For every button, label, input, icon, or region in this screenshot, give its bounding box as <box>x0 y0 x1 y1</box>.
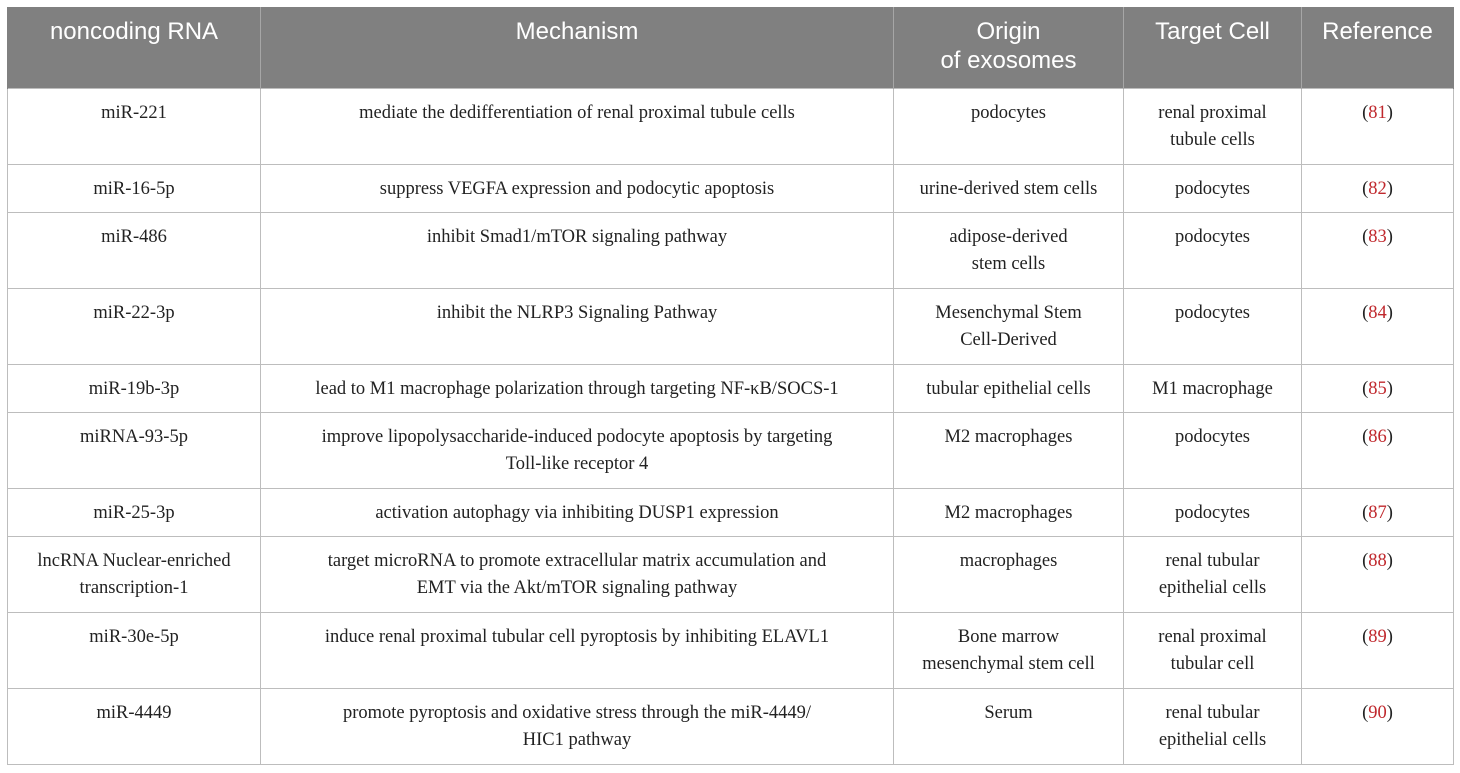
cell-mechanism <box>261 212 894 288</box>
cell-target-cell-line: podocytes <box>1174 302 1250 323</box>
cell-target-cell-line: epithelial cells <box>1158 730 1267 750</box>
header-origin-line1: Origin <box>976 18 1041 45</box>
header-mechanism: Mechanism <box>261 7 894 88</box>
table-row <box>8 88 1454 164</box>
cell-noncoding-rna-line: miR-22-3p <box>93 302 175 323</box>
cell-reference: (83) <box>1302 212 1454 288</box>
cell-mechanism-line: inhibit Smad1/mTOR signaling pathway <box>426 226 728 247</box>
cell-noncoding-rna-line: lncRNA Nuclear-enriched <box>37 550 231 571</box>
header-origin-of-exosomes <box>894 7 1124 88</box>
cell-mechanism-line: target microRNA to promote extracellular matrix accumulation and <box>327 550 827 571</box>
cell-target-cell-line: tubular cell <box>1170 654 1255 674</box>
cell-mechanism-line: suppress VEGFA expression and podocytic apoptosis <box>379 178 775 199</box>
cell-target-cell-line: epithelial cells <box>1158 578 1267 598</box>
table-row <box>8 536 1454 612</box>
cell-target-cell <box>1124 488 1302 536</box>
cell-origin <box>894 164 1124 212</box>
cell-target-cell-line: podocytes <box>1174 178 1250 199</box>
cell-noncoding-rna-line: miR-16-5p <box>93 178 175 199</box>
reference-link[interactable]: 86 <box>1368 426 1387 447</box>
table-row <box>8 612 1454 688</box>
cell-noncoding-rna-line: miR-30e-5p <box>89 626 179 647</box>
cell-target-cell <box>1124 536 1302 612</box>
cell-noncoding-rna <box>8 412 261 488</box>
cell-noncoding-rna-line: miR-19b-3p <box>88 378 180 399</box>
cell-mechanism-line: induce renal proximal tubular cell pyroptosis by inhibiting ELAVL1 <box>324 626 830 647</box>
cell-origin <box>894 488 1124 536</box>
cell-target-cell <box>1124 288 1302 364</box>
cell-target-cell-line: renal tubular <box>1165 550 1260 571</box>
cell-origin-line: M2 macrophages <box>944 426 1073 447</box>
cell-noncoding-rna <box>8 364 261 412</box>
reference-link[interactable]: 89 <box>1368 626 1387 647</box>
reference-link[interactable]: 83 <box>1368 226 1387 247</box>
cell-target-cell-line: podocytes <box>1174 226 1250 247</box>
cell-origin <box>894 364 1124 412</box>
cell-noncoding-rna-line: miR-4449 <box>96 702 172 723</box>
reference-link[interactable]: 82 <box>1368 178 1387 199</box>
cell-noncoding-rna-line: miR-486 <box>101 226 167 247</box>
cell-mechanism <box>261 364 894 412</box>
cell-origin <box>894 536 1124 612</box>
header-row <box>8 7 1454 88</box>
cell-target-cell <box>1124 364 1302 412</box>
cell-target-cell-line: tubule cells <box>1170 130 1255 150</box>
cell-mechanism <box>261 536 894 612</box>
table-row <box>8 412 1454 488</box>
header-reference: Reference <box>1302 7 1454 88</box>
table-row <box>8 688 1454 764</box>
cell-reference: (84) <box>1302 288 1454 364</box>
table-row <box>8 164 1454 212</box>
cell-origin-line: adipose-derived <box>949 226 1068 247</box>
header-noncoding-rna: noncoding RNA <box>8 7 261 88</box>
cell-reference: (87) <box>1302 488 1454 536</box>
cell-reference: (86) <box>1302 412 1454 488</box>
cell-reference: (81) <box>1302 88 1454 164</box>
cell-mechanism <box>261 164 894 212</box>
cell-target-cell-line: podocytes <box>1174 426 1250 447</box>
reference-link[interactable]: 81 <box>1368 102 1387 123</box>
cell-origin-line: mesenchymal stem cell <box>922 654 1095 674</box>
cell-noncoding-rna <box>8 536 261 612</box>
cell-reference: (89) <box>1302 612 1454 688</box>
cell-mechanism-line: improve lipopolysaccharide-induced podocyte apoptosis by targeting <box>321 426 833 447</box>
cell-mechanism <box>261 688 894 764</box>
cell-origin-line: M2 macrophages <box>944 502 1073 523</box>
cell-origin-line: macrophages <box>959 550 1058 571</box>
ncrna-exosome-table <box>7 7 1454 765</box>
table-body <box>8 88 1454 764</box>
cell-target-cell <box>1124 88 1302 164</box>
cell-target-cell <box>1124 212 1302 288</box>
cell-origin-line: tubular epithelial cells <box>926 378 1091 399</box>
cell-origin-line: Serum <box>984 702 1033 723</box>
cell-reference: (85) <box>1302 364 1454 412</box>
reference-link[interactable]: 90 <box>1368 702 1387 723</box>
cell-mechanism-line: promote pyroptosis and oxidative stress through the miR-4449/ <box>342 702 812 723</box>
cell-origin <box>894 212 1124 288</box>
reference-link[interactable]: 85 <box>1368 378 1387 399</box>
cell-mechanism-line: Toll-like receptor 4 <box>505 454 649 474</box>
cell-origin-line: stem cells <box>971 254 1046 274</box>
cell-target-cell <box>1124 688 1302 764</box>
cell-origin-line: urine-derived stem cells <box>919 178 1098 199</box>
cell-noncoding-rna-line: miR-25-3p <box>93 502 175 523</box>
cell-origin-line: Mesenchymal Stem <box>935 302 1082 323</box>
header-origin-line2: of exosomes <box>940 47 1077 74</box>
cell-target-cell <box>1124 412 1302 488</box>
cell-noncoding-rna-line: miRNA-93-5p <box>80 426 188 447</box>
cell-mechanism-line: lead to M1 macrophage polarization through targeting NF-κB/SOCS-1 <box>315 378 839 399</box>
table-row <box>8 488 1454 536</box>
cell-mechanism <box>261 412 894 488</box>
cell-mechanism-line: HIC1 pathway <box>522 730 632 750</box>
reference-link[interactable]: 87 <box>1368 502 1387 523</box>
cell-origin <box>894 688 1124 764</box>
cell-origin-line: Bone marrow <box>957 626 1060 647</box>
cell-noncoding-rna <box>8 488 261 536</box>
cell-noncoding-rna <box>8 212 261 288</box>
cell-target-cell-line: podocytes <box>1174 502 1250 523</box>
cell-origin-line: podocytes <box>970 102 1046 123</box>
cell-noncoding-rna <box>8 88 261 164</box>
cell-mechanism <box>261 88 894 164</box>
cell-reference: (88) <box>1302 536 1454 612</box>
cell-target-cell <box>1124 612 1302 688</box>
cell-noncoding-rna-line: transcription-1 <box>79 578 189 598</box>
reference-link[interactable]: 84 <box>1368 302 1387 323</box>
cell-target-cell-line: renal proximal <box>1158 626 1267 647</box>
cell-origin <box>894 88 1124 164</box>
header-target-cell: Target Cell <box>1124 7 1302 88</box>
cell-target-cell <box>1124 164 1302 212</box>
table-row <box>8 288 1454 364</box>
table-header <box>8 7 1454 88</box>
cell-noncoding-rna-line: miR-221 <box>101 102 167 123</box>
cell-reference: (82) <box>1302 164 1454 212</box>
cell-target-cell-line: renal tubular <box>1165 702 1260 723</box>
cell-mechanism <box>261 288 894 364</box>
cell-origin <box>894 612 1124 688</box>
table-row <box>8 364 1454 412</box>
cell-noncoding-rna <box>8 164 261 212</box>
cell-target-cell-line: renal proximal <box>1158 102 1267 123</box>
cell-noncoding-rna <box>8 612 261 688</box>
cell-noncoding-rna <box>8 288 261 364</box>
cell-origin-line: Cell-Derived <box>960 330 1057 350</box>
cell-mechanism-line: activation autophagy via inhibiting DUSP1 expression <box>375 502 779 523</box>
table-row <box>8 212 1454 288</box>
cell-reference: (90) <box>1302 688 1454 764</box>
cell-mechanism-line: EMT via the Akt/mTOR signaling pathway <box>416 578 738 598</box>
cell-target-cell-line: M1 macrophage <box>1152 378 1273 399</box>
cell-origin <box>894 288 1124 364</box>
reference-link[interactable]: 88 <box>1368 550 1387 571</box>
cell-mechanism-line: inhibit the NLRP3 Signaling Pathway <box>436 302 718 323</box>
cell-mechanism-line: mediate the dedifferentiation of renal proximal tubule cells <box>359 102 795 123</box>
cell-origin <box>894 412 1124 488</box>
cell-mechanism <box>261 488 894 536</box>
cell-mechanism <box>261 612 894 688</box>
cell-noncoding-rna <box>8 688 261 764</box>
